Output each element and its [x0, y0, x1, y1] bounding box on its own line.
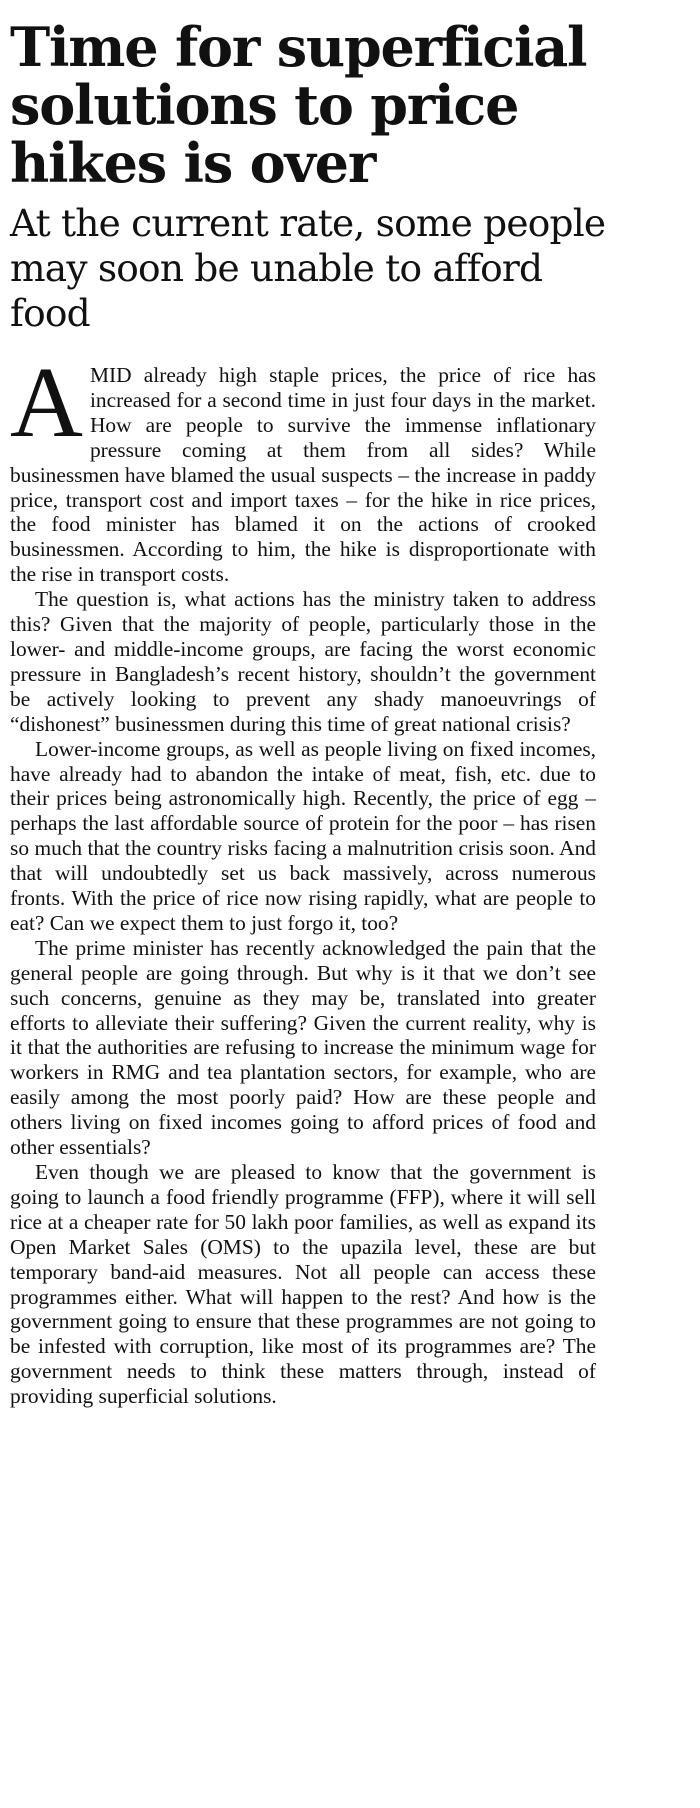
article-body	[10, 346, 596, 1409]
headline: Time for superficial solutions to price hikes is over	[10, 15, 587, 195]
paragraph-3: Lower-income groups, as well as people living on fixed incomes, have already had to abandon the intake of meat, fish, etc. due to their prices being astronomically high. Recently, the price of egg – perhaps the last affordable source of protein for the poor – has risen so much that the country risks facing a malnutrition crisis soon. And that will undoubtedly set us back massively, across numerous fronts. With the price of rice now rising rapidly, what are people to eat? Can we expect them to just forgo it, too?	[10, 736, 596, 935]
paragraph-1-text: MID already high staple prices, the price of rice has increased for a second time in just four days in the market. How are people to survive the immense inflationary pressure coming at them from all sides? While businessmen have blamed the usual suspects – the increase in paddy price, transport cost and import taxes – for the hike in rice prices, the food minister has blamed it on the actions of crooked businessmen. According to him, the hike is disproportionate with the rise in transport costs.	[10, 363, 596, 587]
editorial-article	[10, 15, 698, 1409]
paragraph-5: Even though we are pleased to know that the government is going to launch a food friendly programme (FFP), where it will sell rice at a cheaper rate for 50 lakh poor families, as well as expand its Open Market Sales (OMS) to the upazila level, these are but temporary band-aid measures. Not all people can access these programmes either. What will happen to the rest? And how is the government going to ensure that these programmes are not going to be infested with corruption, like most of its programmes are? The government needs to think these matters through, instead of providing superficial solutions.	[10, 1160, 596, 1409]
paragraph-4: The prime minister has recently acknowledged the pain that the general people are going through. But why is it that we don’t see such concerns, genuine as they may be, translated into greater efforts to alleviate their suffering? Given the current reality, why is it that the authorities are refusing to increase the minimum wage for workers in RMG and tea plantation sectors, for example, who are easily among the most poorly paid? How are these people and others living on fixed incomes going to afford prices of food and other essentials?	[10, 935, 596, 1160]
paragraph-1	[10, 346, 596, 587]
subheadline: At the current rate, some people may soon be unable to afford food	[10, 201, 606, 335]
drop-cap: A	[10, 346, 83, 458]
paragraph-2: The question is, what actions has the ministry taken to address this? Given that the majority of people, particularly those in the lower- and middle-income groups, are facing the worst economic pressure in Bangladesh’s recent history, shouldn’t the government be actively looking to prevent any shady manoeuvrings of “dishonest” businessmen during this time of great national crisis?	[10, 587, 596, 736]
